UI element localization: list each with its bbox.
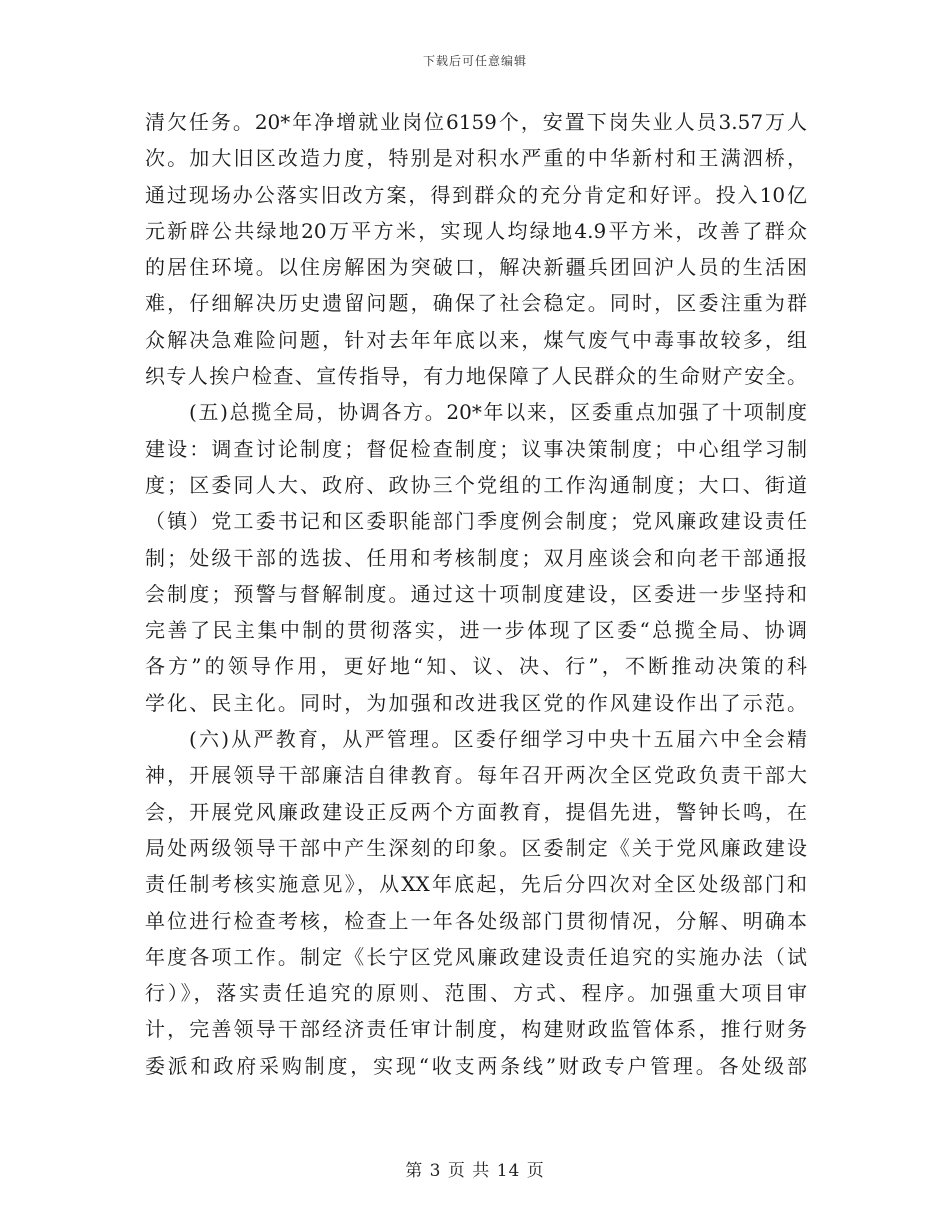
body-line: 局处两级领导干部中产生深刻的印象。区委制定《关于党风廉政建设 (145, 835, 807, 860)
section-five-heading-line: (五)总揽全局，协调各方。20*年以来，区委重点加强了十项制度 (189, 400, 807, 425)
page-header: 下载后可任意编辑 (422, 54, 527, 68)
body-line: 通过现场办公落实旧改方案，得到群众的充分肯定和好评。投入10亿 (145, 182, 807, 207)
body-line: 计，完善领导干部经济责任审计制度，构建财政监管体系，推行财务 (145, 1017, 807, 1042)
body-line: （镇）党工委书记和区委职能部门季度例会制度；党风廉政建设责任 (145, 509, 807, 534)
document-body (145, 104, 807, 1084)
body-line: 会，开展党风廉政建设正反两个方面教育，提倡先进，警钟长鸣，在 (145, 799, 807, 824)
body-line: 度；区委同人大、政府、政协三个党组的工作沟通制度；大口、街道 (145, 472, 807, 497)
body-line: 难，仔细解决历史遗留问题，确保了社会稳定。同时，区委注重为群 (145, 291, 807, 316)
body-line: 委派和政府采购制度，实现“收支两条线”财政专户管理。各处级部 (145, 1053, 807, 1078)
body-line: 建设：调查讨论制度；督促检查制度；议事决策制度；中心组学习制 (145, 436, 807, 461)
body-line: 会制度；预警与督解制度。通过这十项制度建设，区委进一步坚持和 (145, 581, 807, 606)
body-line: 行）》，落实责任追究的原则、范围、方式、程序。加强重大项目审 (145, 981, 807, 1006)
body-line: 各方”的领导作用，更好地“知、议、决、行”，不断推动决策的科 (145, 654, 807, 679)
body-line: 年度各项工作。制定《长宁区党风廉政建设责任追究的实施办法（试 (145, 944, 807, 969)
body-line: 众解决急难险问题，针对去年年底以来，煤气废气中毒事故较多，组 (145, 327, 807, 352)
body-line: 次。加大旧区改造力度，特别是对积水严重的中华新村和王满泗桥， (145, 146, 807, 171)
body-line: 的居住环境。以住房解困为突破口，解决新疆兵团回沪人员的生活困 (145, 255, 807, 280)
body-line: 责任制考核实施意见》，从XX年底起，先后分四次对全区处级部门和 (145, 872, 807, 897)
page-number-footer: 第 3 页 共 14 页 (405, 1161, 545, 1181)
body-line: 单位进行检查考核，检查上一年各处级部门贯彻情况，分解、明确本 (145, 908, 807, 933)
body-line: 制；处级干部的选拔、任用和考核制度；双月座谈会和向老干部通报 (145, 545, 807, 570)
body-line: 学化、民主化。同时，为加强和改进我区党的作风建设作出了示范。 (145, 690, 807, 715)
body-line: 神，开展领导干部廉洁自律教育。每年召开两次全区党政负责干部大 (145, 763, 807, 788)
section-six-heading-line: (六)从严教育，从严管理。区委仔细学习中央十五届六中全会精 (189, 727, 807, 752)
body-line: 织专人挨户检查、宣传指导，有力地保障了人民群众的生命财产安全。 (145, 364, 807, 389)
body-line: 元新辟公共绿地20万平方米，实现人均绿地4.9平方米，改善了群众 (145, 218, 807, 243)
body-line: 完善了民主集中制的贯彻落实，进一步体现了区委“总揽全局、协调 (145, 618, 807, 643)
body-line: 清欠任务。20*年净增就业岗位6159个，安置下岗失业人员3.57万人 (145, 110, 807, 134)
